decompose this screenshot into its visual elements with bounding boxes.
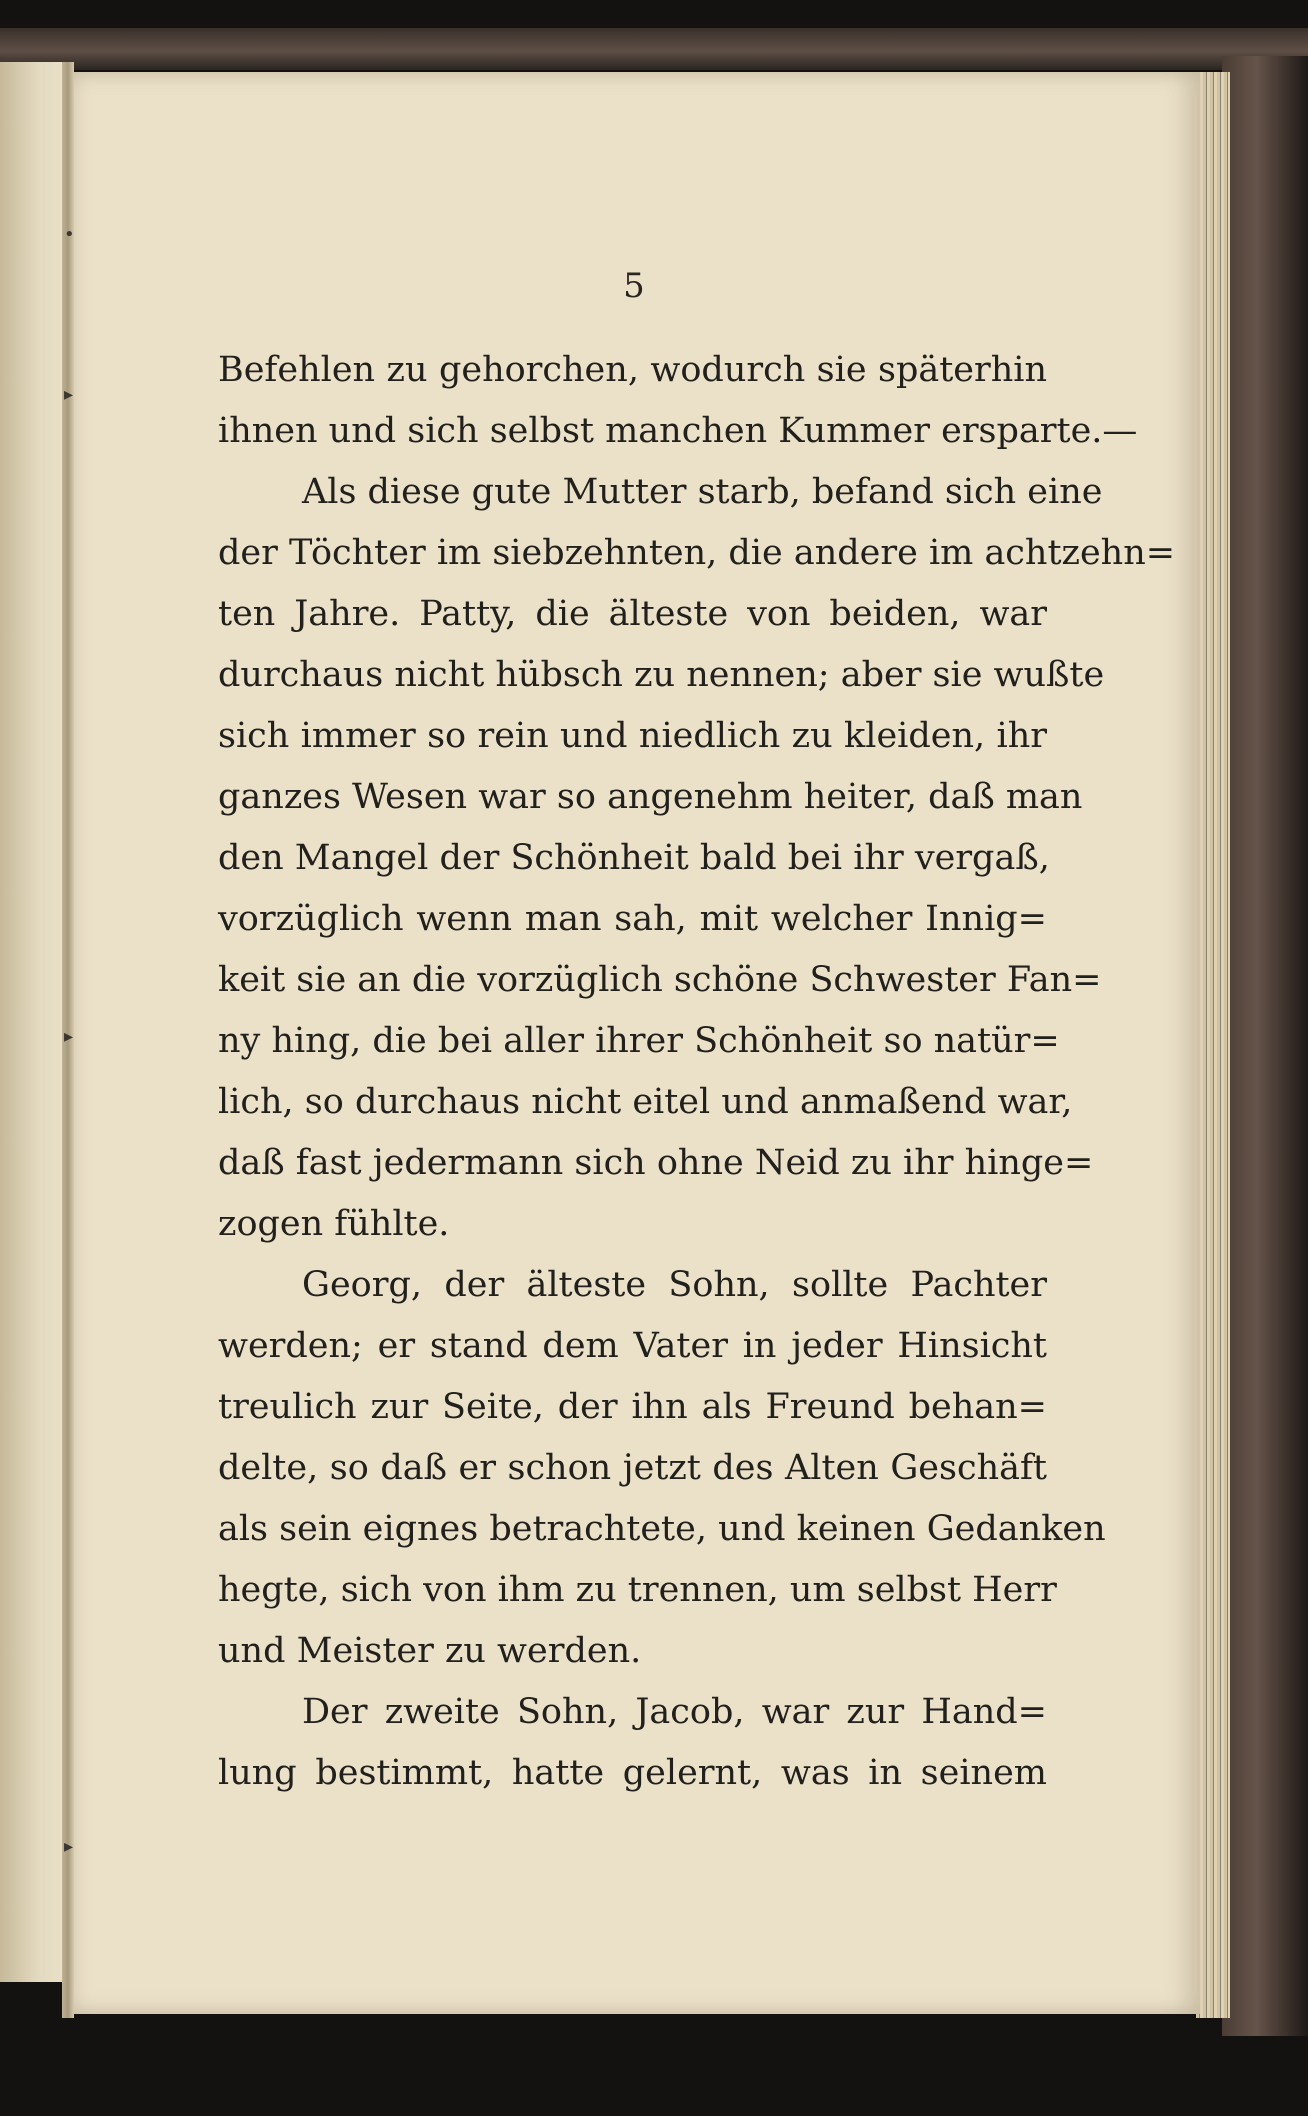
page-edges [1196, 72, 1230, 2018]
text-line: als sein eignes betrachtete, und keinen Gedanken [218, 1509, 1106, 1549]
text-line: lung bestimmt, hatte gelernt, was in seinem [218, 1753, 1047, 1793]
text-line: zogen fühlte. [218, 1204, 450, 1244]
text-line: sich immer so rein und niedlich zu kleiden, ihr [218, 716, 1047, 756]
book-cover-top [0, 28, 1308, 70]
text-line: und Meister zu werden. [218, 1631, 642, 1671]
page-number: 5 [623, 266, 645, 306]
text-line: delte, so daß er schon jetzt des Alten Geschäft [218, 1448, 1047, 1488]
text-line: ihnen und sich selbst manchen Kummer ersparte.— [218, 411, 1138, 451]
text-line: ten Jahre. Patty, die älteste von beiden, war [218, 594, 1047, 634]
text-line: vorzüglich wenn man sah, mit welcher Innig= [218, 899, 1047, 939]
text-line: Der zweite Sohn, Jacob, war zur Hand= [302, 1692, 1047, 1732]
text-line: lich, so durchaus nicht eitel und anmaßend war, [218, 1082, 1073, 1122]
text-line: der Töchter im siebzehnten, die andere im achtzehn= [218, 533, 1176, 573]
text-line: ganzes Wesen war so angenehm heiter, daß man [218, 777, 1083, 817]
text-line: werden; er stand dem Vater in jeder Hinsicht [218, 1326, 1047, 1366]
text-line: Als diese gute Mutter starb, befand sich eine [302, 472, 1103, 512]
binding-thread-mark: ▸ [64, 1836, 74, 1857]
text-line: Befehlen zu gehorchen, wodurch sie späterhin [218, 350, 1047, 390]
left-page-edge [0, 62, 70, 1982]
book-cover-spine [1222, 56, 1308, 2036]
text-line: hegte, sich von ihm zu trennen, um selbst Herr [218, 1570, 1057, 1610]
text-line: treulich zur Seite, der ihn als Freund behan= [218, 1387, 1047, 1427]
text-line: Georg, der älteste Sohn, sollte Pachter [302, 1265, 1047, 1305]
text-line: den Mangel der Schönheit bald bei ihr vergaß, [218, 838, 1050, 878]
binding-thread-mark: ▸ [64, 1026, 74, 1047]
text-line: daß fast jedermann sich ohne Neid zu ihr hinge= [218, 1143, 1094, 1183]
text-line: keit sie an die vorzüglich schöne Schwester Fan= [218, 960, 1102, 1000]
text-line: ny hing, die bei aller ihrer Schönheit so natür= [218, 1021, 1060, 1061]
binding-thread-mark: • [64, 224, 75, 245]
text-line: durchaus nicht hübsch zu nennen; aber sie wußte [218, 655, 1105, 695]
binding-thread-mark: ▸ [64, 384, 74, 405]
